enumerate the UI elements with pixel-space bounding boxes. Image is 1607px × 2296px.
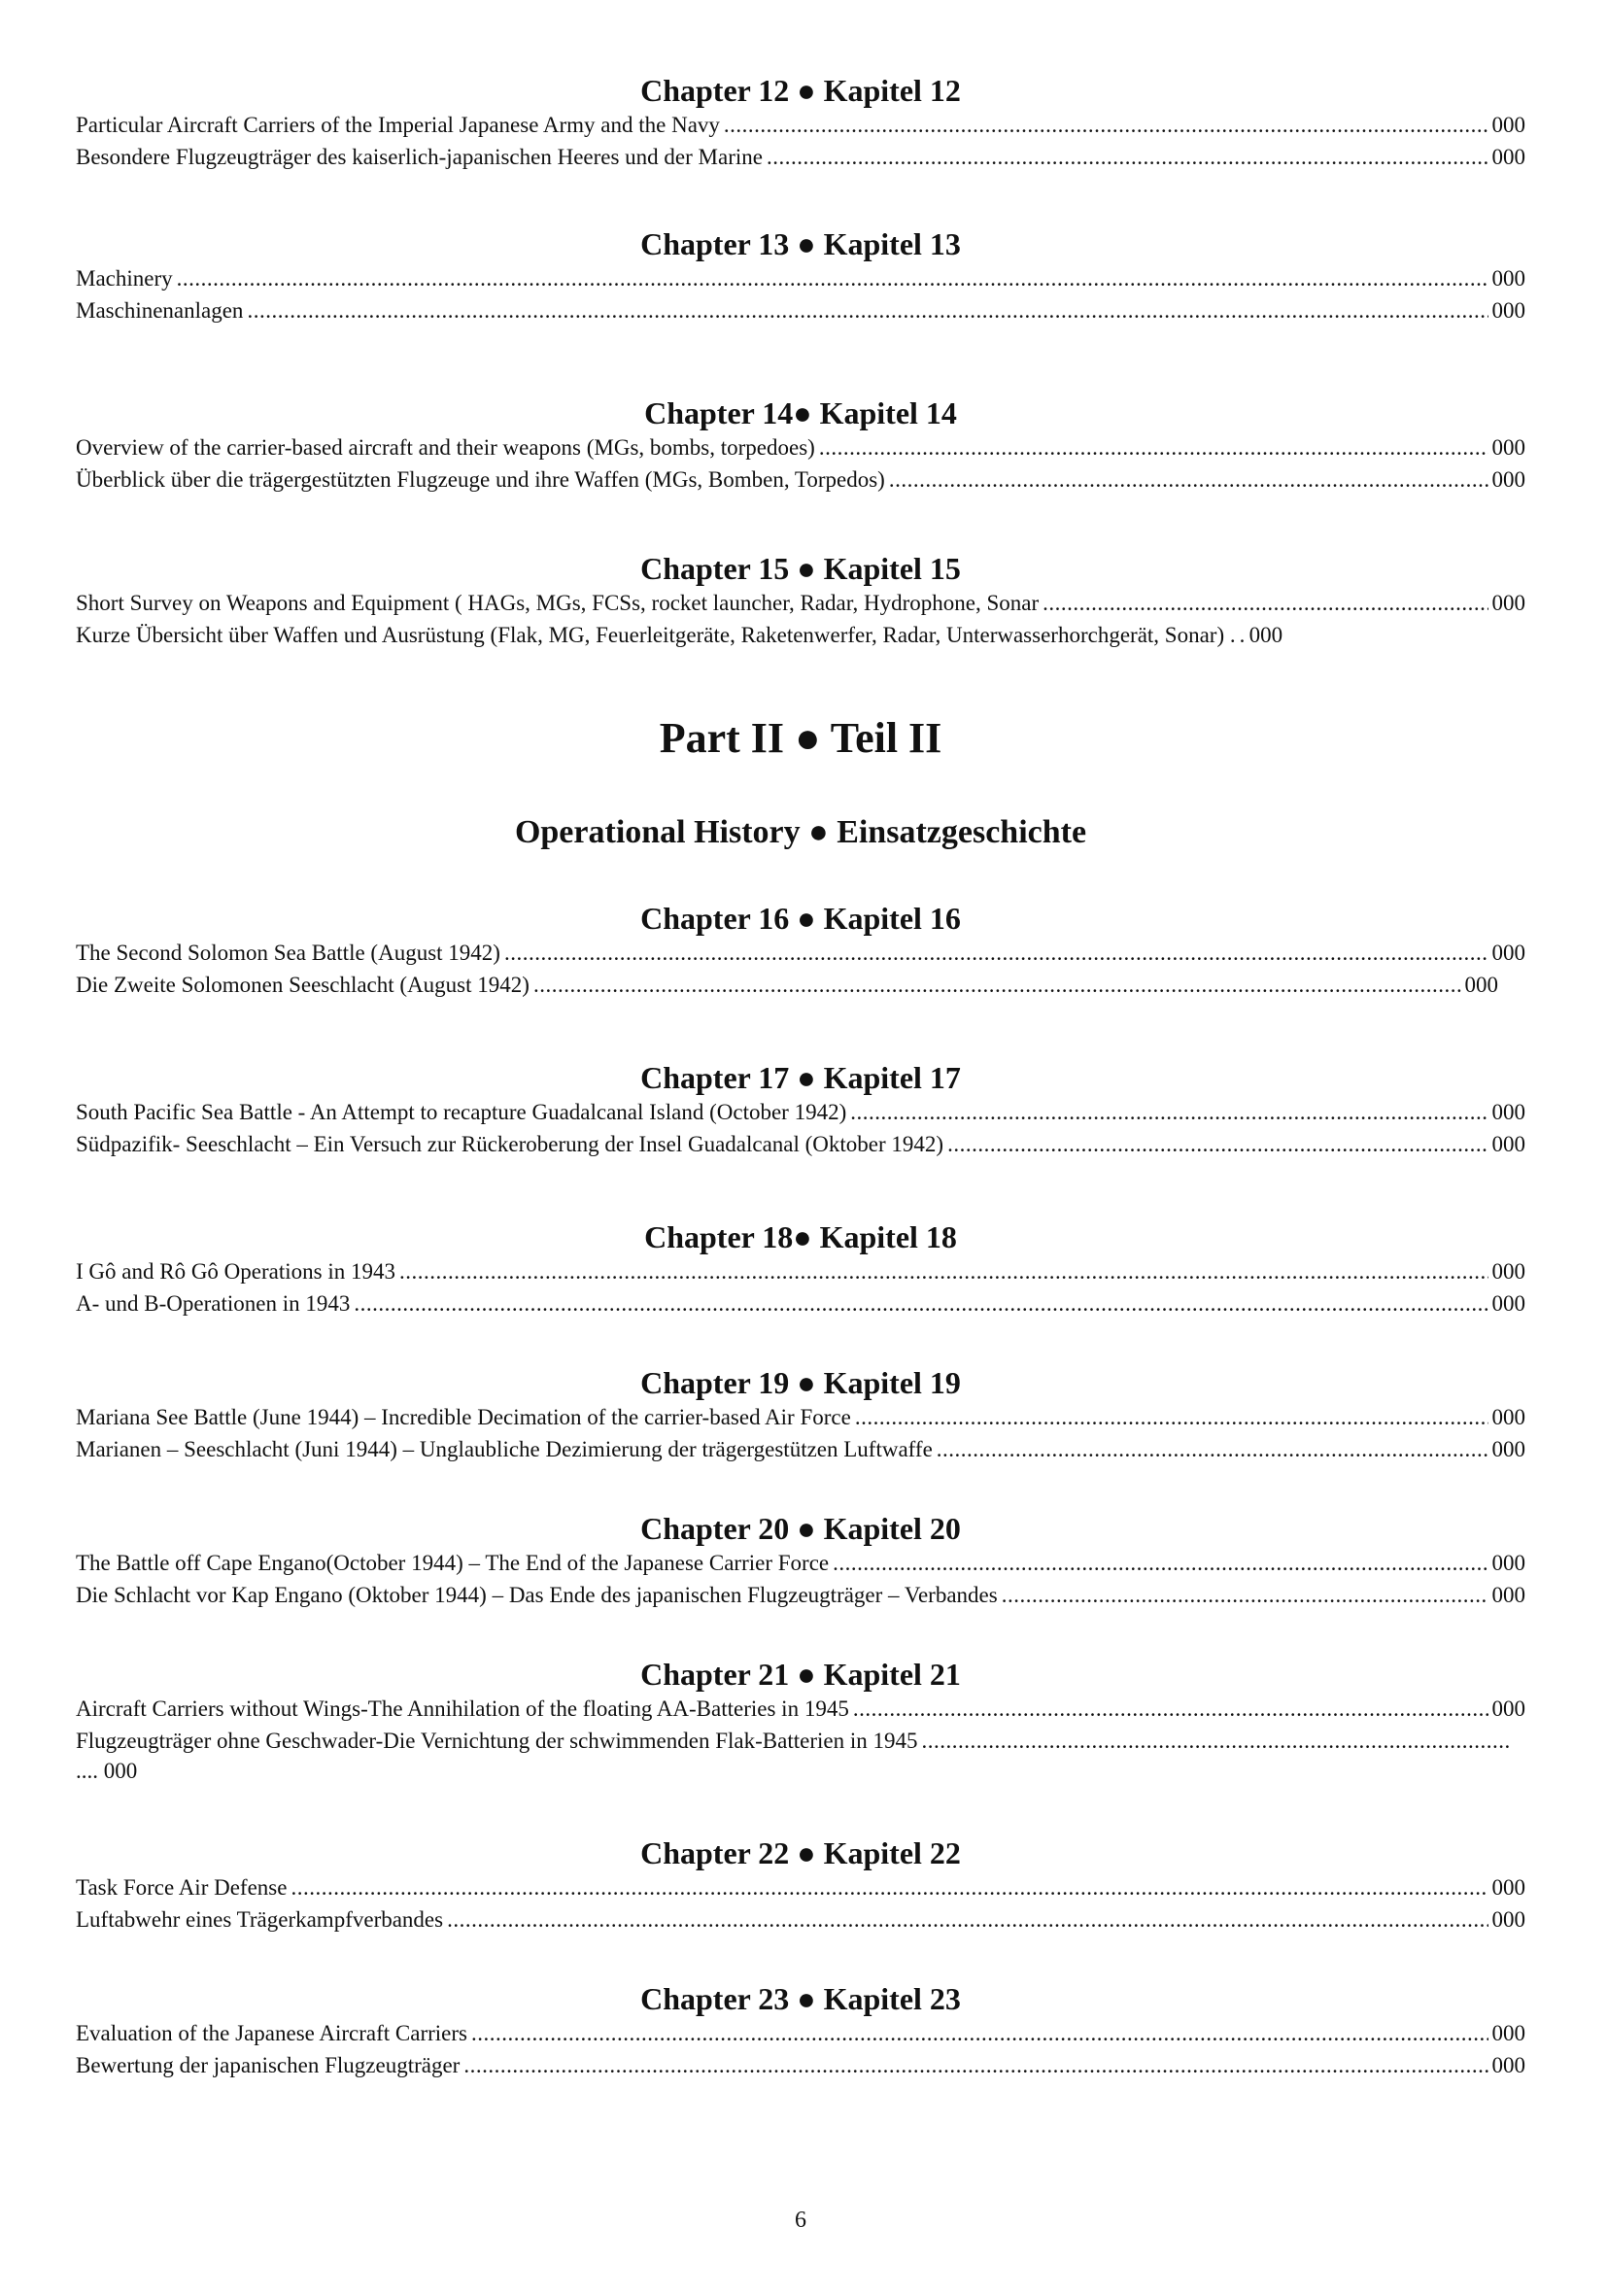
chapter-21: [76, 1656, 1525, 1786]
toc-entry[interactable]: [76, 294, 1525, 326]
leader-dots: [767, 141, 1488, 173]
entry-title: Überblick über die trägergestützten Flugzeuge und ihre Waffen (MGs, Bomben, Torpedos): [76, 467, 885, 492]
chapter-heading: Chapter 16 ● Kapitel 16: [640, 901, 961, 936]
chapter-14: [76, 394, 1525, 496]
toc-entry[interactable]: [76, 1693, 1525, 1725]
toc-entry[interactable]: [76, 1579, 1525, 1611]
entry-page: 000: [1248, 623, 1283, 647]
entry-title: Besondere Flugzeugträger des kaiserlich-japanischen Heeres und der Marine: [76, 145, 763, 169]
entry-title: A- und B-Operationen in 1943: [76, 1291, 351, 1316]
chapter-heading: Chapter 20 ● Kapitel 20: [640, 1511, 961, 1546]
toc-entry[interactable]: [76, 1871, 1525, 1903]
toc-entry[interactable]: [76, 109, 1525, 141]
chapter-heading: Chapter 14● Kapitel 14: [644, 395, 957, 430]
entry-title: Short Survey on Weapons and Equipment ( HAGs, MGs, FCSs, rocket launcher, Radar, Hydrophone, Sonar: [76, 591, 1040, 615]
toc-entry[interactable]: [76, 1725, 1514, 1757]
leader-dots: [354, 1287, 1487, 1319]
leader-dots: [504, 937, 1488, 969]
entry-title: Particular Aircraft Carriers of the Imperial Japanese Army and the Navy: [76, 113, 720, 137]
entry-page: 000: [1491, 2053, 1525, 2077]
entry-title: Flugzeugträger ohne Geschwader-Die Vernichtung der schwimmenden Flak-Batterien in 1945: [76, 1729, 918, 1753]
entry-title: Aircraft Carriers without Wings-The Annihilation of the floating AA-Batteries in 1945: [76, 1696, 849, 1721]
chapter-12: [76, 72, 1525, 173]
toc-entry[interactable]: [76, 587, 1525, 619]
entry-page: 000: [1491, 1875, 1525, 1900]
chapter-heading: Chapter 22 ● Kapitel 22: [640, 1835, 961, 1870]
entry-title: Mariana See Battle (June 1944) – Incredible Decimation of the carrier-based Air Force: [76, 1405, 851, 1429]
entry-page: 000: [1491, 1907, 1525, 1932]
toc-entry[interactable]: [76, 1903, 1525, 1936]
leader-dots: [399, 1255, 1488, 1287]
toc-entry[interactable]: [76, 1401, 1525, 1433]
entry-page: 000: [1491, 1583, 1525, 1607]
toc-entry[interactable]: [76, 969, 1525, 1001]
chapter-16: [76, 900, 1525, 1001]
chapter-heading: Chapter 12 ● Kapitel 12: [640, 73, 961, 108]
entry-title: I Gô and Rô Gô Operations in 1943: [76, 1259, 395, 1284]
entry-page: 000: [1491, 266, 1525, 291]
entry-page: 000: [1491, 1132, 1525, 1156]
entry-title: Die Zweite Solomonen Seeschlacht (August 1942): [76, 973, 530, 997]
toc-entry[interactable]: [76, 1255, 1525, 1287]
chapter-heading: Chapter 15 ● Kapitel 15: [640, 551, 961, 586]
chapter-23: [76, 1980, 1525, 2081]
chapter-heading: Chapter 18● Kapitel 18: [644, 1219, 957, 1254]
leader-dots: [471, 2017, 1488, 2049]
toc-entry[interactable]: [76, 619, 1525, 651]
leader-dots: [247, 294, 1487, 326]
entry-title: Luftabwehr eines Trägerkampfverbandes: [76, 1907, 444, 1932]
leader-dots: [447, 1903, 1487, 1936]
toc-entry[interactable]: [76, 1096, 1525, 1128]
toc-entry[interactable]: [76, 1547, 1525, 1579]
chapter-19: [76, 1364, 1525, 1465]
entry-page: 000: [1491, 1405, 1525, 1429]
entry-title: Südpazifik- Seeschlacht – Ein Versuch zur Rückeroberung der Insel Guadalcanal (Oktober 1942): [76, 1132, 944, 1156]
toc-entry[interactable]: [76, 1287, 1525, 1319]
entry-title: Marianen – Seeschlacht (Juni 1944) – Unglaubliche Dezimierung der trägergestützen Luftwaffe: [76, 1437, 933, 1461]
leader-dots: [724, 109, 1488, 141]
chapter-13: [76, 225, 1525, 326]
chapter-17: [76, 1059, 1525, 1160]
part-subtitle: Operational History ● Einsatzgeschichte: [514, 814, 1087, 850]
toc-entry[interactable]: [76, 141, 1525, 173]
entry-title: Bewertung der japanischen Flugzeugträger: [76, 2053, 461, 2077]
chapter-heading: Chapter 23 ● Kapitel 23: [640, 1981, 961, 2016]
chapter-heading: Chapter 17 ● Kapitel 17: [640, 1060, 961, 1095]
entry-title: Overview of the carrier-based aircraft and their weapons (MGs, bombs, torpedoes): [76, 435, 815, 460]
chapter-heading: Chapter 19 ● Kapitel 19: [640, 1365, 961, 1400]
leader-dots: [819, 431, 1488, 463]
toc-entry[interactable]: [76, 1128, 1525, 1160]
entry-page: 000: [1491, 591, 1525, 615]
leader-dots: [177, 262, 1488, 294]
entry-page: 000: [1491, 1437, 1525, 1461]
entry-title: Kurze Übersicht über Waffen und Ausrüstung (Flak, MG, Feuerleitgeräte, Raketenwerfer, Radar, Unterwasserhorchgerät, Sonar) .: [76, 623, 1236, 647]
entry-title: Task Force Air Defense: [76, 1875, 288, 1900]
toc-entry[interactable]: [76, 463, 1525, 496]
entry-page: 000: [1491, 298, 1525, 323]
leader-dots: [855, 1401, 1488, 1433]
leader-dots: [853, 1693, 1488, 1725]
chapter-22: [76, 1834, 1525, 1936]
entry-title: South Pacific Sea Battle - An Attempt to recapture Guadalcanal Island (October 1942): [76, 1100, 847, 1124]
chapter-18: [76, 1218, 1525, 1319]
entry-page: 000: [1491, 1696, 1525, 1721]
entry-page: 000: [1491, 435, 1525, 460]
entry-page: 000: [1491, 467, 1525, 492]
leader-dots: [850, 1096, 1487, 1128]
leader-dots: [833, 1547, 1487, 1579]
toc-entry[interactable]: [76, 937, 1525, 969]
chapter-heading: Chapter 21 ● Kapitel 21: [640, 1657, 961, 1692]
entry-page: 000: [1464, 973, 1498, 997]
chapter-heading: Chapter 13 ● Kapitel 13: [640, 226, 961, 261]
chapter-20: [76, 1510, 1525, 1611]
toc-entry[interactable]: [76, 2017, 1525, 2049]
page-number: 6: [795, 2208, 806, 2233]
part-title: Part II ● Teil II: [659, 714, 942, 762]
leader-dots: [291, 1871, 1487, 1903]
leader-dots: [889, 463, 1488, 496]
entry-page: .... 000: [76, 1759, 138, 1783]
leader-dots: [947, 1128, 1487, 1160]
toc-entry[interactable]: [76, 2049, 1525, 2081]
entry-title: Die Schlacht vor Kap Engano (Oktober 1944) – Das Ende des japanischen Flugzeugträger – Verbandes: [76, 1583, 998, 1607]
leader-dots: [463, 2049, 1487, 2081]
leader-dots: [1240, 619, 1246, 651]
leader-dots: [1002, 1579, 1488, 1611]
toc-entry[interactable]: [76, 1433, 1525, 1465]
leader-dots: [937, 1433, 1488, 1465]
entry-page: 000: [1491, 1100, 1525, 1124]
leader-dots: [533, 969, 1461, 1001]
entry-title: Machinery: [76, 266, 173, 291]
entry-page: 000: [1491, 1551, 1525, 1575]
toc-entry[interactable]: [76, 431, 1525, 463]
entry-page: 000: [1491, 1291, 1525, 1316]
entry-title: The Second Solomon Sea Battle (August 1942): [76, 941, 500, 965]
entry-page: 000: [1491, 145, 1525, 169]
entry-page: 000: [1491, 941, 1525, 965]
chapter-15: [76, 550, 1525, 651]
toc-entry[interactable]: [76, 262, 1525, 294]
entry-title: The Battle off Cape Engano(October 1944) – The End of the Japanese Carrier Force: [76, 1551, 830, 1575]
leader-dots: [1043, 587, 1487, 619]
entry-page: 000: [1491, 2021, 1525, 2045]
leader-dots: [921, 1725, 1510, 1757]
entry-page: 000: [1491, 113, 1525, 137]
entry-title: Maschinenanlagen: [76, 298, 244, 323]
entry-title: Evaluation of the Japanese Aircraft Carriers: [76, 2021, 467, 2045]
entry-page: 000: [1491, 1259, 1525, 1284]
